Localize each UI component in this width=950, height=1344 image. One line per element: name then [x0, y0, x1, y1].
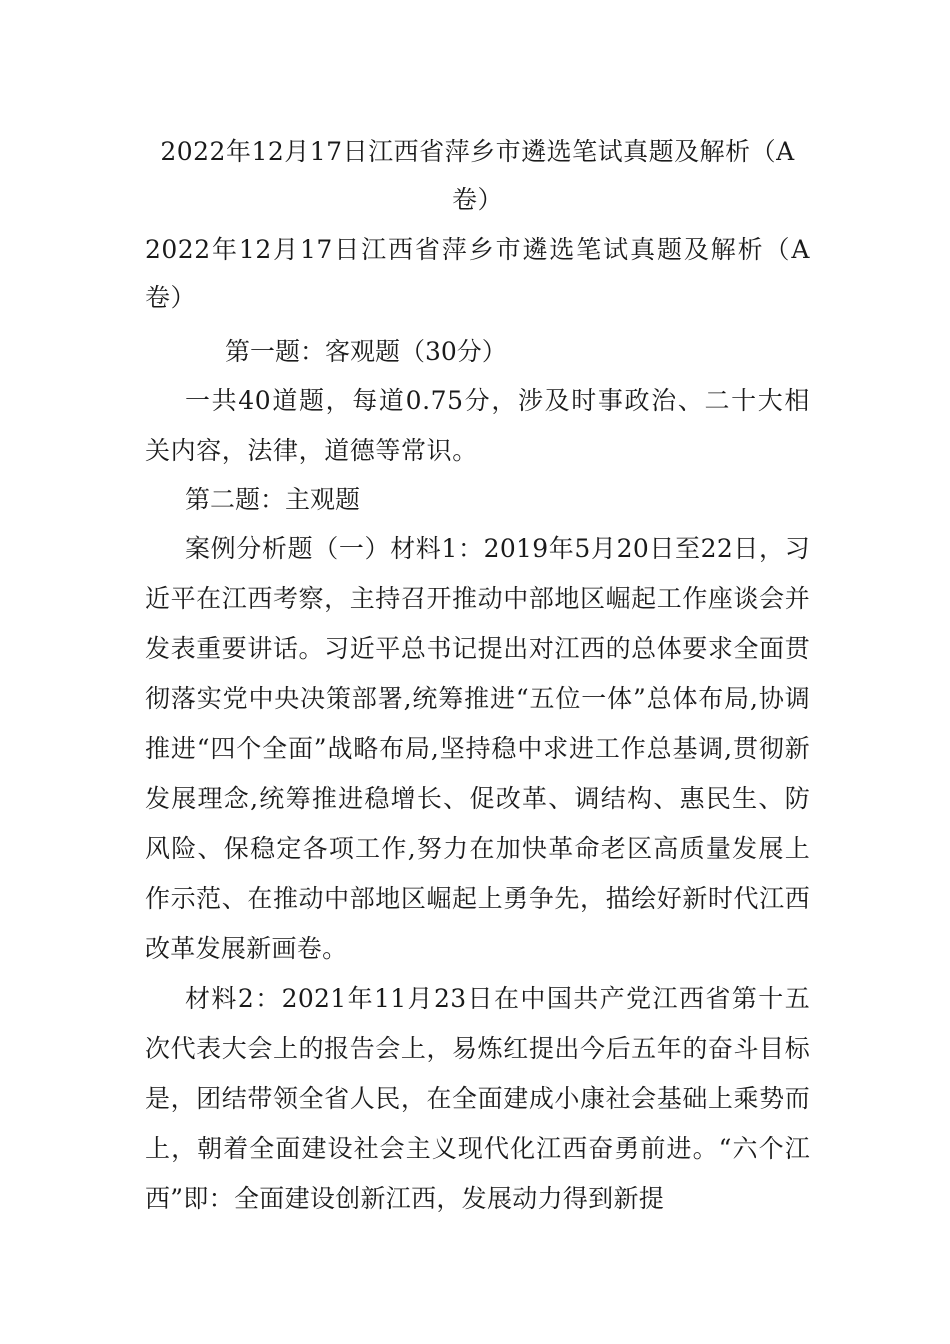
document-title-repeat: 2022年12月17日江西省萍乡市遴选笔试真题及解析（A卷）: [145, 235, 810, 312]
section1-body: 一共40道题，每道0.75分，涉及时事政治、二十大相关内容，法律，道德等常识。: [145, 386, 810, 465]
document-title: 2022年12月17日江西省萍乡市遴选笔试真题及解析（A卷）: [160, 137, 795, 214]
material1-paragraph: 案例分析题（一）材料1：2019年5月20日至22日，习近平在江西考察，主持召开推动中部地区崛起工作座谈会并发表重要讲话。习近平总书记提出对江西的总体要求全面贯彻落实党中央决策部署,统筹推进“五位一体”总体布局,协调推进“四个全面”战略布局,坚持稳中求进工作总基调,贯彻新发展理念,统筹推进稳增长、促改革、调结构、惠民生、防风险、保稳定各项工作,努力在加快革命老区高质量发展上作示范、在推动中部地区崛起上勇争先，描绘好新时代江西改革发展新画卷。: [145, 534, 810, 963]
section2-heading: 第二题：主观题: [185, 485, 361, 514]
section1-heading: 第一题：客观题（30分）: [225, 337, 507, 366]
document-page: [145, 128, 810, 1224]
material2-paragraph: 材料2：2021年11月23日在中国共产党江西省第十五次代表大会上的报告会上，易炼红提出今后五年的奋斗目标是，团结带领全省人民，在全面建成小康社会基础上乘势而上，朝着全面建设社会主义现代化江西奋勇前进。“六个江西”即：全面建设创新江西，发展动力得到新提: [145, 984, 810, 1213]
